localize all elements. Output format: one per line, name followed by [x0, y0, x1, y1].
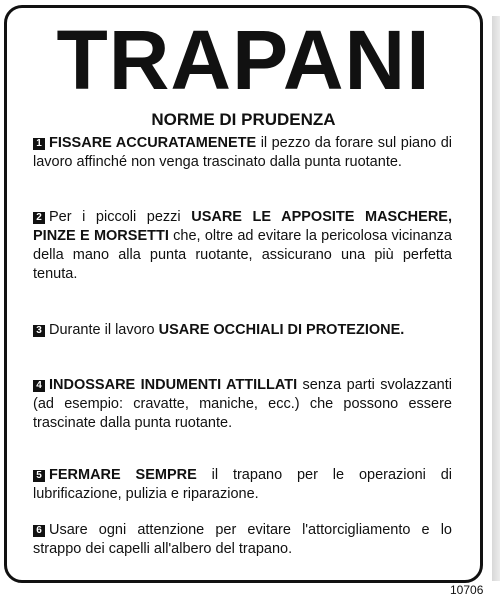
rule-number-badge: 4: [33, 380, 45, 392]
rule-6-text: Usare ogni attenzione per evitare l'attorcigliamento e lo strappo dei capelli all'albero del trapano.: [33, 522, 452, 557]
rule-4: [33, 376, 452, 433]
rule-3-bold: USARE OCCHIALI DI PROTEZIONE.: [158, 322, 405, 338]
safety-sign: [4, 5, 483, 583]
product-code: 10706: [450, 583, 484, 597]
rule-number-badge: 2: [33, 212, 45, 224]
rule-5-bold: FERMARE SEMPRE: [49, 467, 197, 483]
rule-2-bold: USARE LE APPOSITE MASCHERE, PINZE E MORSETTI: [33, 209, 453, 244]
rule-number-badge: 1: [33, 138, 45, 150]
rule-number-badge: 6: [33, 525, 45, 537]
rule-2-text-a: Per i piccoli pezzi: [49, 209, 192, 225]
sign-subtitle: NORME DI PRUDENZA: [151, 110, 336, 129]
rule-number-badge: 3: [33, 325, 45, 337]
rule-3-text: Durante il lavoro: [49, 322, 159, 338]
rule-6: [33, 521, 452, 559]
rule-number-badge: 5: [33, 470, 45, 482]
sign-shadow: [492, 16, 500, 581]
rule-1-text: il pezzo da forare sul piano di lavoro affinché non venga trascinato dalla punta ruotante.: [33, 135, 452, 170]
rule-5: [33, 466, 452, 504]
rule-2-text-b: che, oltre ad evitare la pericolosa vicinanza della mano alla punta ruotante, assicurano una più perfetta tenuta.: [33, 228, 453, 282]
rule-2: [33, 208, 452, 284]
rule-4-text: senza parti svolazzanti (ad esempio: cravatte, maniche, ecc.) che possono essere trascinate dalla punta ruotante.: [33, 377, 452, 431]
rule-5-text: il trapano per le operazioni di lubrificazione, pulizia e riparazione.: [33, 467, 452, 502]
rule-1-bold: FISSARE ACCURATAMENETE: [49, 135, 257, 151]
rule-1: [33, 134, 452, 172]
rule-4-bold: INDOSSARE INDUMENTI ATTILLATI: [49, 377, 298, 393]
rule-3: [33, 321, 452, 340]
sign-title: TRAPANI: [56, 13, 431, 107]
